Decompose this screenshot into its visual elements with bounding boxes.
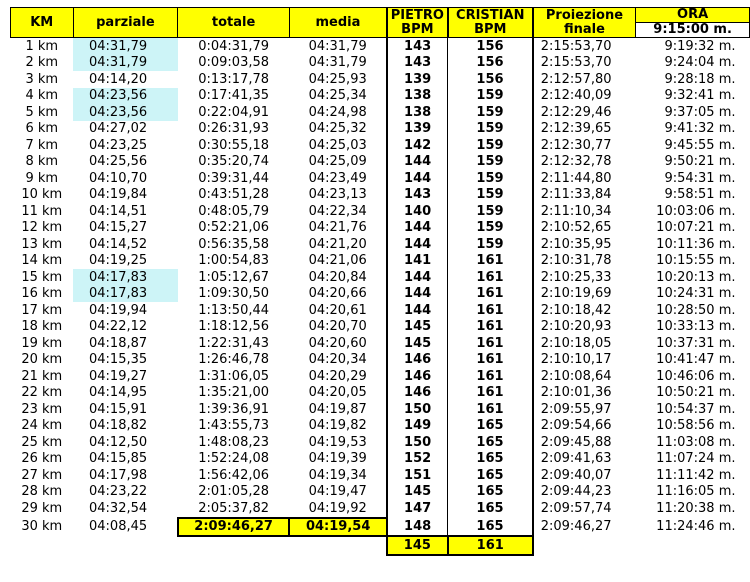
totale-cell: 0:04:31,79	[198, 38, 270, 54]
media-cell: 04:23,49	[308, 170, 367, 186]
km-cell: 15 km	[21, 269, 63, 285]
average-row	[11, 536, 750, 555]
media-cell: 04:20,60	[308, 335, 367, 351]
media-cell: 04:20,84	[308, 269, 367, 285]
cristian-bpm-cell: 165	[448, 500, 533, 518]
parziale-cell: 04:15,27	[89, 220, 148, 235]
proiezione-cell: 2:10:08,64	[540, 368, 612, 384]
cristian-bpm-cell: 165	[448, 467, 533, 484]
media-cell: 04:19,53	[308, 434, 367, 450]
proiezione-cell: 2:09:45,88	[540, 434, 612, 450]
pietro-bpm-cell: 139	[387, 121, 448, 138]
km-cell: 18 km	[21, 319, 63, 334]
km-cell: 22 km	[21, 385, 63, 400]
ora-header	[636, 8, 750, 38]
totale-cell: 0:17:41,35	[198, 88, 270, 103]
race-splits-table	[10, 7, 750, 556]
pietro-bpm-cell: 144	[387, 236, 448, 253]
pietro-bpm-cell: 144	[387, 170, 448, 187]
proiezione-cell: 2:10:20,93	[540, 319, 612, 334]
proiezione-cell: 2:10:01,36	[540, 385, 612, 400]
totale-cell: 0:43:51,28	[198, 187, 270, 202]
totale-cell: 1:09:30,50	[198, 286, 270, 301]
cristian-bpm-cell: 159	[448, 187, 533, 204]
ora-cell: 10:11:36 m.	[656, 236, 736, 252]
media-cell: 04:21,20	[308, 236, 367, 252]
media-cell: 04:20,61	[308, 302, 367, 318]
proiezione-cell: 2:09:41,63	[540, 451, 612, 466]
media-cell: 04:20,29	[308, 368, 367, 384]
table-row	[11, 434, 750, 451]
table-row	[11, 55, 750, 72]
ora-cell: 9:41:32 m.	[664, 121, 736, 136]
pietro-bpm-cell: 146	[387, 352, 448, 369]
proiezione-cell: 2:12:32,78	[540, 154, 612, 169]
ora-cell: 10:33:13 m.	[656, 319, 736, 334]
km-cell: 6 km	[25, 121, 59, 136]
totale-cell: 1:26:46,78	[198, 352, 270, 367]
table-row	[11, 319, 750, 336]
cristian-bpm-cell: 165	[448, 451, 533, 468]
cristian-bpm-cell: 159	[448, 88, 533, 105]
cristian-bpm-cell: 161	[448, 368, 533, 385]
ora-cell: 9:32:41 m.	[664, 88, 736, 103]
cristian-bpm-cell: 156	[448, 55, 533, 72]
ora-cell: 10:46:06 m.	[656, 368, 736, 384]
proiezione-cell: 2:10:52,65	[540, 220, 612, 235]
pietro-bpm-header	[387, 8, 448, 38]
totale-cell: 1:05:12,67	[198, 269, 270, 285]
parziale-cell: 04:22,12	[89, 319, 148, 334]
cristian-bpm-cell: 159	[448, 121, 533, 138]
media-cell: 04:20,66	[308, 286, 367, 301]
parziale-cell: 04:10,70	[89, 170, 148, 186]
proiezione-cell: 2:15:53,70	[540, 55, 612, 70]
table-row	[11, 401, 750, 418]
totale-cell: 1:18:12,56	[198, 319, 270, 334]
km-cell: 7 km	[25, 137, 59, 153]
parziale-cell: 04:23,56	[73, 104, 178, 121]
table-row	[11, 335, 750, 352]
cristian-header-line2: BPM	[474, 21, 507, 37]
pietro-bpm-cell: 141	[387, 253, 448, 270]
pietro-bpm-cell: 150	[387, 401, 448, 418]
proiezione-cell: 2:10:18,05	[540, 335, 612, 351]
parziale-cell: 04:14,95	[89, 385, 148, 400]
proiezione-cell: 2:10:31,78	[540, 253, 612, 268]
proiezione-cell: 2:09:54,66	[540, 418, 612, 433]
totale-cell: 0:56:35,58	[198, 236, 270, 252]
pietro-bpm-cell: 147	[387, 500, 448, 518]
pietro-bpm-cell: 145	[387, 484, 448, 501]
proiezione-cell: 2:10:19,69	[540, 286, 612, 301]
pietro-bpm-cell: 145	[387, 335, 448, 352]
cristian-average: 161	[448, 536, 533, 555]
pietro-bpm-cell: 138	[387, 104, 448, 121]
table-row	[11, 302, 750, 319]
cristian-bpm-cell: 159	[448, 104, 533, 121]
ora-cell: 9:54:31 m.	[664, 170, 736, 186]
proiezione-cell: 2:10:35,95	[540, 236, 612, 252]
totale-cell: 1:43:55,73	[198, 418, 270, 433]
proiezione-cell: 2:12:57,80	[540, 71, 612, 87]
km-cell: 4 km	[25, 88, 59, 103]
table-row	[11, 418, 750, 435]
ora-cell: 10:20:13 m.	[656, 269, 736, 285]
table-row	[11, 352, 750, 369]
totale-cell: 1:00:54,83	[198, 253, 270, 268]
media-cell: 04:19,39	[308, 451, 367, 466]
media-cell: 04:31,79	[308, 55, 367, 70]
km-cell: 19 km	[21, 335, 63, 351]
proiezione-cell: 2:12:40,09	[540, 88, 612, 103]
totale-cell: 2:01:05,28	[198, 484, 270, 499]
parziale-cell: 04:14,20	[89, 71, 148, 87]
parziale-cell: 04:12,50	[89, 434, 148, 450]
proiezione-cell: 2:12:29,46	[540, 104, 612, 120]
parziale-cell: 04:17,98	[89, 467, 148, 483]
table-row	[11, 269, 750, 286]
totale-cell: 0:30:55,18	[198, 137, 270, 153]
proiezione-cell: 2:12:30,77	[540, 137, 612, 153]
ora-cell: 10:58:56 m.	[656, 418, 736, 433]
table-row	[11, 187, 750, 204]
totale-cell: 0:48:05,79	[198, 203, 270, 219]
ora-cell: 11:07:24 m.	[656, 451, 736, 466]
km-cell: 13 km	[21, 236, 63, 252]
km-cell: 8 km	[25, 154, 59, 169]
km-cell: 21 km	[21, 368, 63, 384]
totale-header: totale	[178, 8, 290, 38]
km-cell: 5 km	[25, 104, 59, 120]
ora-cell: 11:16:05 m.	[656, 484, 736, 499]
table-row	[11, 518, 750, 537]
cristian-bpm-cell: 165	[448, 484, 533, 501]
totale-cell: 1:13:50,44	[198, 302, 270, 318]
table-row	[11, 236, 750, 253]
ora-cell: 10:37:31 m.	[656, 335, 736, 351]
table-row	[11, 104, 750, 121]
pietro-bpm-cell: 144	[387, 302, 448, 319]
ora-cell: 10:41:47 m.	[656, 352, 736, 367]
table-row	[11, 385, 750, 402]
table-row	[11, 500, 750, 518]
parziale-cell: 04:18,82	[89, 418, 148, 433]
pietro-bpm-cell: 144	[387, 220, 448, 237]
media-cell: 04:25,93	[308, 71, 367, 87]
media-cell: 04:21,06	[308, 253, 367, 268]
proiezione-header	[533, 8, 636, 38]
ora-cell: 10:15:55 m.	[656, 253, 736, 268]
pietro-header-line1: PIETRO	[390, 7, 444, 23]
pietro-bpm-cell: 139	[387, 71, 448, 88]
ora-cell: 9:45:55 m.	[664, 137, 736, 153]
ora-cell: 11:03:08 m.	[656, 434, 736, 450]
cristian-bpm-cell: 161	[448, 385, 533, 402]
totale-cell: 1:39:36,91	[198, 401, 270, 417]
cristian-bpm-cell: 161	[448, 302, 533, 319]
ora-cell: 10:24:31 m.	[656, 286, 736, 301]
km-header: KM	[11, 8, 74, 38]
totale-cell: 1:35:21,00	[198, 385, 270, 400]
proiezione-cell: 2:10:10,17	[540, 352, 612, 367]
ora-cell: 9:28:18 m.	[664, 71, 736, 87]
cristian-bpm-header	[448, 8, 533, 38]
cristian-bpm-cell: 161	[448, 253, 533, 270]
table-row	[11, 220, 750, 237]
parziale-cell: 04:18,87	[89, 335, 148, 351]
ora-cell: 9:19:32 m.	[664, 38, 736, 54]
km-cell: 23 km	[21, 401, 63, 417]
cristian-bpm-cell: 161	[448, 401, 533, 418]
proiezione-cell: 2:11:44,80	[540, 170, 612, 186]
parziale-cell: 04:19,84	[89, 187, 148, 202]
km-cell: 16 km	[21, 286, 63, 301]
parziale-cell: 04:19,27	[89, 368, 148, 384]
media-cell: 04:19,92	[308, 500, 367, 516]
ora-cell: 11:11:42 m.	[656, 467, 736, 483]
media-cell: 04:22,34	[308, 203, 367, 219]
parziale-cell: 04:25,56	[89, 154, 148, 169]
cristian-bpm-cell: 159	[448, 137, 533, 154]
cristian-header-line1: CRISTIAN	[456, 7, 525, 23]
km-cell: 10 km	[21, 187, 63, 202]
parziale-cell: 04:23,25	[89, 137, 148, 153]
proiezione-cell: 2:09:57,74	[540, 501, 612, 516]
media-cell: 04:25,09	[308, 154, 367, 169]
media-cell: 04:19,54	[289, 518, 387, 537]
totale-cell: 1:52:24,08	[198, 451, 270, 466]
cristian-bpm-cell: 161	[448, 352, 533, 369]
km-cell: 30 km	[21, 519, 63, 534]
km-cell: 12 km	[21, 220, 63, 235]
proiezione-cell: 2:10:18,42	[540, 302, 612, 318]
km-cell: 26 km	[21, 451, 63, 466]
proiezione-cell: 2:09:44,23	[540, 484, 612, 499]
cristian-bpm-cell: 159	[448, 170, 533, 187]
parziale-cell: 04:23,56	[73, 88, 178, 105]
media-cell: 04:19,87	[308, 401, 367, 417]
cristian-bpm-cell: 156	[448, 71, 533, 88]
parziale-cell: 04:17,83	[73, 269, 178, 286]
cristian-bpm-cell: 161	[448, 319, 533, 336]
proiezione-cell: 2:10:25,33	[540, 269, 612, 285]
pietro-bpm-cell: 142	[387, 137, 448, 154]
media-cell: 04:25,03	[308, 137, 367, 153]
parziale-cell: 04:19,94	[89, 302, 148, 318]
proiezione-cell: 2:12:39,65	[540, 121, 612, 136]
pietro-bpm-cell: 138	[387, 88, 448, 105]
km-cell: 28 km	[21, 484, 63, 499]
parziale-header: parziale	[73, 8, 178, 38]
km-cell: 24 km	[21, 418, 63, 433]
proiezione-header-line1: Proiezione	[545, 7, 624, 23]
totale-cell: 0:26:31,93	[198, 121, 270, 136]
pietro-bpm-cell: 146	[387, 385, 448, 402]
totale-cell: 0:52:21,06	[198, 220, 270, 235]
table-row	[11, 71, 750, 88]
km-cell: 1 km	[25, 38, 59, 54]
ora-cell: 9:50:21 m.	[664, 154, 736, 169]
km-cell: 17 km	[21, 302, 63, 318]
pietro-bpm-cell: 152	[387, 451, 448, 468]
table-row	[11, 88, 750, 105]
km-cell: 11 km	[21, 203, 63, 219]
km-cell: 9 km	[25, 170, 59, 186]
pietro-bpm-cell: 143	[387, 38, 448, 55]
ora-cell: 10:54:37 m.	[656, 401, 736, 417]
pietro-bpm-cell: 150	[387, 434, 448, 451]
media-cell: 04:31,79	[308, 38, 367, 54]
parziale-cell: 04:19,25	[89, 253, 148, 268]
pietro-bpm-cell: 145	[387, 319, 448, 336]
pietro-bpm-cell: 146	[387, 368, 448, 385]
media-cell: 04:19,47	[308, 484, 367, 499]
km-cell: 20 km	[21, 352, 63, 367]
pietro-bpm-cell: 143	[387, 55, 448, 72]
table-row	[11, 137, 750, 154]
media-cell: 04:25,32	[308, 121, 367, 136]
table-row	[11, 121, 750, 138]
km-cell: 2 km	[25, 55, 59, 70]
media-cell: 04:25,34	[308, 88, 367, 103]
splits-body	[11, 38, 750, 537]
pietro-bpm-cell: 151	[387, 467, 448, 484]
km-cell: 25 km	[21, 434, 63, 450]
km-cell: 3 km	[25, 71, 59, 87]
km-cell: 27 km	[21, 467, 63, 483]
parziale-cell: 04:15,35	[89, 352, 148, 367]
totale-cell: 2:05:37,82	[198, 500, 270, 516]
table-row	[11, 154, 750, 171]
cristian-bpm-cell: 159	[448, 203, 533, 220]
parziale-cell: 04:32,54	[89, 501, 148, 516]
pietro-bpm-cell: 144	[387, 154, 448, 171]
ora-cell: 11:20:38 m.	[656, 501, 736, 516]
km-cell: 29 km	[21, 501, 63, 516]
ora-header-label: ORA	[677, 7, 709, 22]
parziale-cell: 04:31,79	[73, 38, 178, 55]
cristian-bpm-cell: 159	[448, 236, 533, 253]
table-row	[11, 467, 750, 484]
totale-cell: 1:48:08,23	[198, 434, 270, 450]
ora-cell: 9:37:05 m.	[664, 104, 736, 120]
cristian-bpm-cell: 159	[448, 220, 533, 237]
media-cell: 04:24,98	[308, 104, 367, 120]
parziale-cell: 04:15,91	[89, 401, 148, 417]
parziale-cell: 04:23,22	[89, 484, 148, 499]
pietro-bpm-cell: 144	[387, 269, 448, 286]
media-cell: 04:20,70	[308, 319, 367, 334]
table-row	[11, 451, 750, 468]
totale-cell: 0:09:03,58	[198, 55, 270, 70]
table-row	[11, 170, 750, 187]
pietro-bpm-cell: 143	[387, 187, 448, 204]
proiezione-cell: 2:11:33,84	[540, 187, 612, 202]
cristian-bpm-cell: 156	[448, 38, 533, 55]
totale-cell: 1:22:31,43	[198, 335, 270, 351]
totale-cell: 1:31:06,05	[198, 368, 270, 384]
media-cell: 04:23,13	[308, 187, 367, 202]
cristian-bpm-cell: 159	[448, 154, 533, 171]
cristian-bpm-cell: 165	[448, 434, 533, 451]
cristian-bpm-cell: 165	[448, 418, 533, 435]
totale-cell: 0:13:17,78	[198, 71, 270, 87]
parziale-cell: 04:14,52	[89, 236, 148, 252]
pietro-bpm-cell: 149	[387, 418, 448, 435]
pietro-bpm-cell: 144	[387, 286, 448, 303]
ora-cell: 10:03:06 m.	[656, 203, 736, 219]
ora-cell: 11:24:46 m.	[656, 519, 736, 534]
parziale-cell: 04:14,51	[89, 203, 148, 219]
media-cell: 04:19,34	[308, 467, 367, 483]
media-header: media	[289, 8, 387, 38]
table-row	[11, 38, 750, 55]
cristian-bpm-cell: 161	[448, 335, 533, 352]
ora-cell: 9:24:04 m.	[664, 55, 736, 70]
table-row	[11, 484, 750, 501]
media-cell: 04:20,34	[308, 352, 367, 367]
proiezione-cell: 2:09:40,07	[540, 467, 612, 483]
table-row	[11, 253, 750, 270]
cristian-bpm-cell: 165	[448, 518, 533, 537]
table-row	[11, 368, 750, 385]
ora-cell: 9:58:51 m.	[664, 187, 736, 202]
cristian-bpm-cell: 161	[448, 269, 533, 286]
proiezione-cell: 2:11:10,34	[540, 203, 612, 219]
proiezione-cell: 2:09:55,97	[540, 401, 612, 417]
media-cell: 04:19,82	[308, 418, 367, 433]
table-row	[11, 203, 750, 220]
totale-cell: 0:35:20,74	[198, 154, 270, 169]
media-cell: 04:20,05	[308, 385, 367, 400]
proiezione-header-line2: finale	[564, 21, 605, 37]
cristian-bpm-cell: 161	[448, 286, 533, 303]
ora-start-time: 9:15:00 m.	[636, 22, 749, 37]
ora-cell: 10:07:21 m.	[656, 220, 736, 235]
ora-cell: 10:50:21 m.	[656, 385, 736, 400]
parziale-cell: 04:27,02	[89, 121, 148, 136]
totale-cell: 0:22:04,91	[198, 104, 270, 120]
totale-cell: 0:39:31,44	[198, 170, 270, 186]
km-cell: 14 km	[21, 253, 63, 268]
parziale-cell: 04:08,45	[89, 519, 148, 534]
ora-cell: 10:28:50 m.	[656, 302, 736, 318]
pietro-header-line2: BPM	[401, 21, 434, 37]
totale-cell: 2:09:46,27	[178, 518, 290, 537]
header-row	[11, 8, 750, 38]
media-cell: 04:21,76	[308, 220, 367, 235]
totale-cell: 1:56:42,06	[198, 467, 270, 483]
table-row	[11, 286, 750, 303]
parziale-cell: 04:15,85	[89, 451, 148, 466]
pietro-average: 145	[387, 536, 448, 555]
parziale-cell: 04:17,83	[73, 286, 178, 303]
proiezione-cell: 2:15:53,70	[540, 38, 612, 54]
proiezione-cell: 2:09:46,27	[540, 519, 612, 534]
pietro-bpm-cell: 140	[387, 203, 448, 220]
pietro-bpm-cell: 148	[387, 518, 448, 537]
parziale-cell: 04:31,79	[73, 55, 178, 72]
